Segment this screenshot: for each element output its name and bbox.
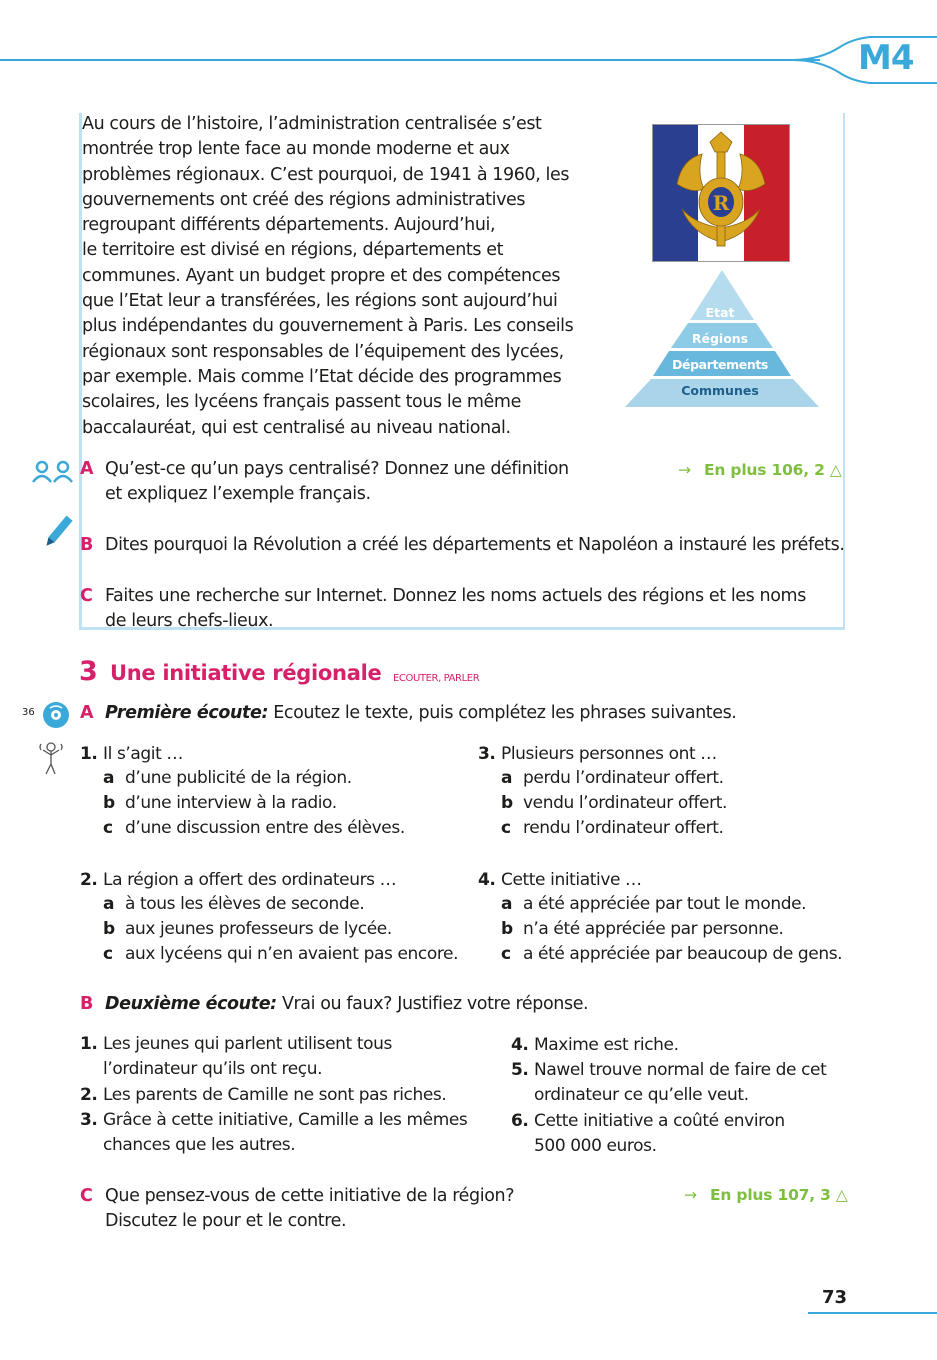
item-line: Les parents de Camille ne sont pas riches.: [103, 1085, 447, 1105]
task-b-text: Dites pourquoi la Révolution a créé les départements et Napoléon a instauré les préfets.: [105, 535, 845, 555]
task-c-line: de leurs chefs-lieux.: [105, 611, 274, 632]
intro-paragraph: [82, 112, 627, 441]
task-letter: C: [80, 1186, 93, 1206]
item-line: ordinateur ce qu’elle veut.: [534, 1085, 749, 1106]
option-text: vendu l’ordinateur offert.: [523, 793, 727, 813]
pyramid-level-communes: Communes: [681, 383, 759, 398]
task-a-line: et expliquez l’exemple français.: [105, 484, 371, 505]
task-letter: A: [80, 459, 94, 479]
option-text: aux jeunes professeurs de lycée.: [125, 919, 392, 939]
option-letter: b: [103, 793, 115, 813]
module-label: M4: [858, 38, 914, 78]
section-skills: ECOUTER, PARLER: [393, 673, 480, 684]
true-false-item-5: [511, 1058, 891, 1110]
question-4: [478, 868, 858, 894]
task-letter: C: [80, 586, 93, 606]
question-block: [80, 742, 470, 842]
question-stem: La région a offert des ordinateurs …: [103, 870, 397, 890]
question-stem: Il s’agit …: [103, 744, 184, 764]
intro-line: montrée trop lente face au monde moderne et aux: [82, 139, 510, 160]
task-letter: B: [80, 535, 93, 555]
intro-line: gouvernements ont créé des régions administratives: [82, 189, 526, 210]
item-number: 4.: [511, 1035, 529, 1055]
intro-line: baccalauréat, qui est centralisé au niveau national.: [82, 417, 511, 438]
option-text: d’une publicité de la région.: [125, 768, 352, 788]
svg-text:R: R: [712, 191, 730, 215]
item-line: 500 000 euros.: [534, 1136, 657, 1157]
intro-line: que l’Etat leur a transférées, les régions sont aujourd’hui: [82, 291, 558, 312]
question-3: [478, 742, 858, 768]
french-flag-emblem-image: [652, 124, 790, 262]
pyramid-level-departements: Départements: [672, 357, 768, 372]
arrow-right-icon: →: [678, 461, 691, 479]
section-title: Une initiative régionale: [110, 661, 382, 685]
part-c-line: Que pensez-vous de cette initiative de la région?: [105, 1186, 515, 1206]
true-false-item-6: [511, 1109, 891, 1161]
item-number: 3.: [80, 1110, 98, 1130]
item-number: 6.: [511, 1111, 529, 1131]
option-letter: c: [501, 818, 511, 838]
intro-line: régionaux sont responsables de l’équipement des lycées,: [82, 341, 564, 362]
item-line: chances que les autres.: [103, 1135, 296, 1156]
option-letter: c: [501, 944, 511, 964]
question-1: [80, 742, 460, 768]
item-number: 2.: [80, 1085, 98, 1105]
part-c-task: [80, 1184, 640, 1236]
option-letter: b: [103, 919, 115, 939]
true-false-item-3: [80, 1108, 500, 1160]
option-text: perdu l’ordinateur offert.: [523, 768, 724, 788]
question-block: [478, 742, 868, 842]
task-a-line: Qu’est-ce qu’un pays centralisé? Donnez une définition: [105, 459, 569, 479]
question-block: [80, 868, 470, 968]
part-a-instruction: [80, 701, 780, 727]
true-false-item-1: [80, 1032, 500, 1084]
pyramid-level-etat: Etat: [705, 305, 735, 320]
question-number: 2.: [80, 870, 98, 890]
intro-line: par exemple. Mais comme l’Etat décide des programmes: [82, 366, 562, 387]
question-2: [80, 868, 460, 894]
pyramid-level-regions: Régions: [691, 331, 749, 346]
triangle-icon: △: [829, 461, 842, 479]
option-text: rendu l’ordinateur offert.: [523, 818, 724, 838]
option-letter: b: [501, 919, 513, 939]
task-letter: A: [80, 703, 94, 723]
option-letter: a: [501, 894, 513, 914]
item-number: 1.: [80, 1034, 98, 1054]
item-line: Grâce à cette initiative, Camille a les mêmes: [103, 1110, 468, 1130]
intro-line: plus indépendantes du gouvernement à Paris. Les conseils: [82, 316, 574, 337]
option-letter: b: [501, 793, 513, 813]
task-c-line: Faites une recherche sur Internet. Donnez les noms actuels des régions et les noms: [105, 586, 806, 606]
pencil-icon: [38, 512, 78, 552]
question-block: [478, 868, 868, 968]
footer-rule: [808, 1312, 937, 1314]
part-b-label: Deuxième écoute:: [105, 994, 277, 1014]
task-a: [80, 457, 600, 509]
option-text: a été appréciée par tout le monde.: [523, 894, 807, 914]
intro-line: problèmes régionaux. C’est pourquoi, de 1941 à 1960, les: [82, 164, 570, 185]
option-text: à tous les élèves de seconde.: [125, 894, 365, 914]
question-number: 4.: [478, 870, 496, 890]
audio-track-number: 36: [22, 707, 35, 718]
reference-text: En plus 106, 2: [704, 461, 825, 479]
option-text: n’a été appréciée par personne.: [523, 919, 784, 939]
part-b-instruction: [80, 992, 780, 1018]
item-line: l’ordinateur qu’ils ont reçu.: [103, 1059, 323, 1080]
item-line: Maxime est riche.: [534, 1035, 679, 1055]
task-c: [80, 584, 840, 634]
intro-line: le territoire est divisé en régions, départements et: [82, 240, 504, 261]
option-letter: a: [501, 768, 513, 788]
option-text: d’une discussion entre des élèves.: [125, 818, 405, 838]
task-b: [80, 533, 845, 559]
audio-cd-icon[interactable]: [41, 700, 71, 730]
question-stem: Plusieurs personnes ont …: [501, 744, 717, 764]
option-letter: a: [103, 768, 115, 788]
option-text: aux lycéens qui n’en avaient pas encore.: [125, 944, 459, 964]
intro-line: regroupant différents départements. Aujourd’hui,: [82, 215, 496, 236]
part-a-text: Ecoutez le texte, puis complétez les phrases suivantes.: [273, 703, 737, 723]
question-stem: Cette initiative …: [501, 870, 642, 890]
item-line: Cette initiative a coûté environ: [534, 1111, 785, 1131]
task-letter: B: [80, 994, 93, 1014]
option-text: d’une interview à la radio.: [125, 793, 337, 813]
true-false-item-4: [511, 1033, 891, 1059]
true-false-item-2: [80, 1083, 500, 1109]
pair-work-icon: [32, 460, 74, 484]
intro-line: Au cours de l’histoire, l’administration centralisée s’est: [82, 114, 542, 134]
reference-text: En plus 107, 3: [710, 1186, 831, 1204]
intro-line: communes. Ayant un budget propre et des compétences: [82, 265, 561, 286]
listening-person-icon: [38, 740, 64, 776]
section-number: 3: [79, 656, 98, 687]
part-a-label: Première écoute:: [105, 703, 269, 723]
option-text: a été appréciée par beaucoup de gens.: [523, 944, 843, 964]
option-letter: a: [103, 894, 115, 914]
header-rule: [0, 59, 820, 61]
page-number: 73: [822, 1287, 848, 1308]
question-number: 3.: [478, 744, 496, 764]
triangle-icon: △: [835, 1186, 848, 1204]
part-c-line: Discutez le pour et le contre.: [105, 1211, 347, 1232]
item-line: Les jeunes qui parlent utilisent tous: [103, 1034, 392, 1054]
item-line: Nawel trouve normal de faire de cet: [534, 1060, 827, 1080]
cross-reference-a: [678, 461, 842, 479]
intro-line: scolaires, les lycéens français passent tous le même: [82, 392, 521, 413]
part-b-text: Vrai ou faux? Justifiez votre réponse.: [281, 994, 589, 1014]
question-number: 1.: [80, 744, 98, 764]
option-letter: c: [103, 944, 113, 964]
option-letter: c: [103, 818, 113, 838]
cross-reference-c: [684, 1186, 848, 1204]
item-number: 5.: [511, 1060, 529, 1080]
arrow-right-icon: →: [684, 1186, 697, 1204]
